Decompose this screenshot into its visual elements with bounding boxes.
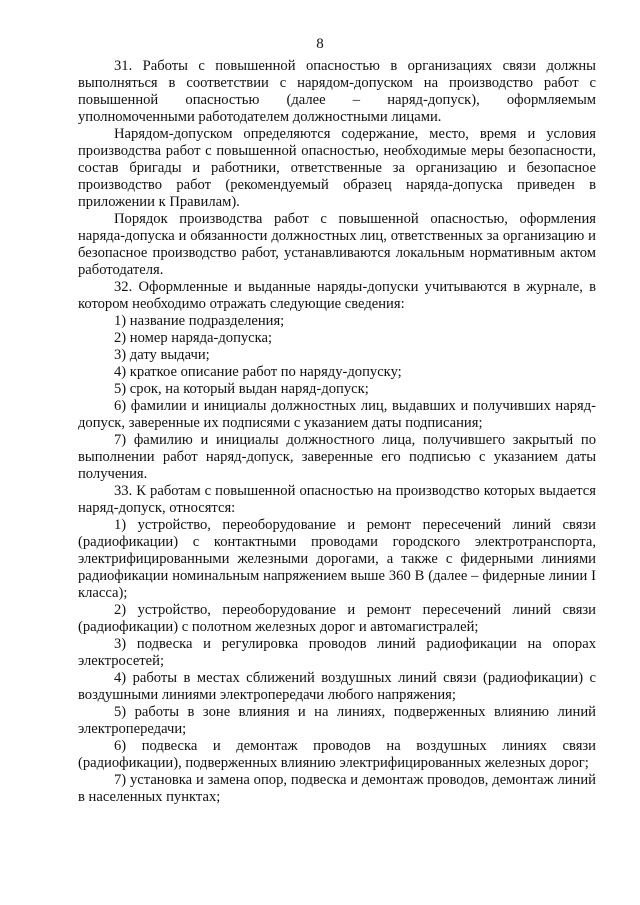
list-item: 1) название подразделения; [114,313,285,329]
paragraph-33: 33. К работам с повышенной опасностью на производство которых выдается наряд-допуск, относятся: [78,483,596,516]
list-item: 2) устройство, переоборудование и ремонт пересечений линий связи (радиофикации) с полотном железных дорог и автомагистралей; [78,602,596,635]
list-item: 5) срок, на который выдан наряд-допуск; [114,381,369,397]
list-item: 4) краткое описание работ по наряду-допуску; [114,364,402,380]
paragraph-permit-definition: Нарядом-допуском определяются содержание, место, время и условия производства работ с повышенной опасностью, необходимые меры безопасности, состав бригады и работники, ответственные за организацию и безопасное производство работ (рекомендуемый образец наряда-допуска приведен в приложении к Правилам). [78,126,596,210]
paragraph-31: 31. Работы с повышенной опасностью в организациях связи должны выполняться в соответствии с нарядом-допуском на производство работ с повышенной опасностью (далее – наряд-допуск), оформляемым уполномоченными работодателем должностными лицами. [78,58,596,125]
list-item: 7) установка и замена опор, подвеска и демонтаж проводов, демонтаж линий в населенных пунктах; [78,772,596,805]
paragraph-32: 32. Оформленные и выданные наряды-допуски учитываются в журнале, в котором необходимо отражать следующие сведения: [78,279,596,312]
list-item: 3) дату выдачи; [114,347,210,363]
list-item: 1) устройство, переоборудование и ремонт пересечений линий связи (радиофикации) с контактными проводами городского электротранспорта, электрифицированными железными дорогами, а также с фидерными линиями радиофикации номинальным напряжением выше 360 В (далее – фидерные линии I класса); [78,517,596,601]
list-item: 5) работы в зоне влияния и на линиях, подверженных влиянию линий электропередачи; [78,704,596,737]
paragraph-procedure: Порядок производства работ с повышенной опасностью, оформления наряда-допуска и обязанности должностных лиц, ответственных за организацию и безопасное производство работ, устанавливаются локальным нормативным актом работодателя. [78,211,596,278]
page-number: 8 [316,36,324,52]
list-item: 6) фамилии и инициалы должностных лиц, выдавших и получивших наряд-допуск, заверенные их подписями с указанием даты подписания; [78,398,596,431]
list-item: 3) подвеска и регулировка проводов линий радиофикации на опорах электросетей; [78,636,596,669]
list-item: 7) фамилию и инициалы должностного лица, получившего закрытый по выполнении работ наряд-допуск, заверенные его подписью с указанием даты получения. [78,432,596,482]
document-body [78,58,596,806]
list-item: 4) работы в местах сближений воздушных линий связи (радиофикации) с воздушными линиями электропередачи любого напряжения; [78,670,596,703]
list-item: 6) подвеска и демонтаж проводов на воздушных линиях связи (радиофикации), подверженных влиянию электрифицированных железных дорог; [78,738,596,771]
list-item: 2) номер наряда-допуска; [114,330,273,346]
